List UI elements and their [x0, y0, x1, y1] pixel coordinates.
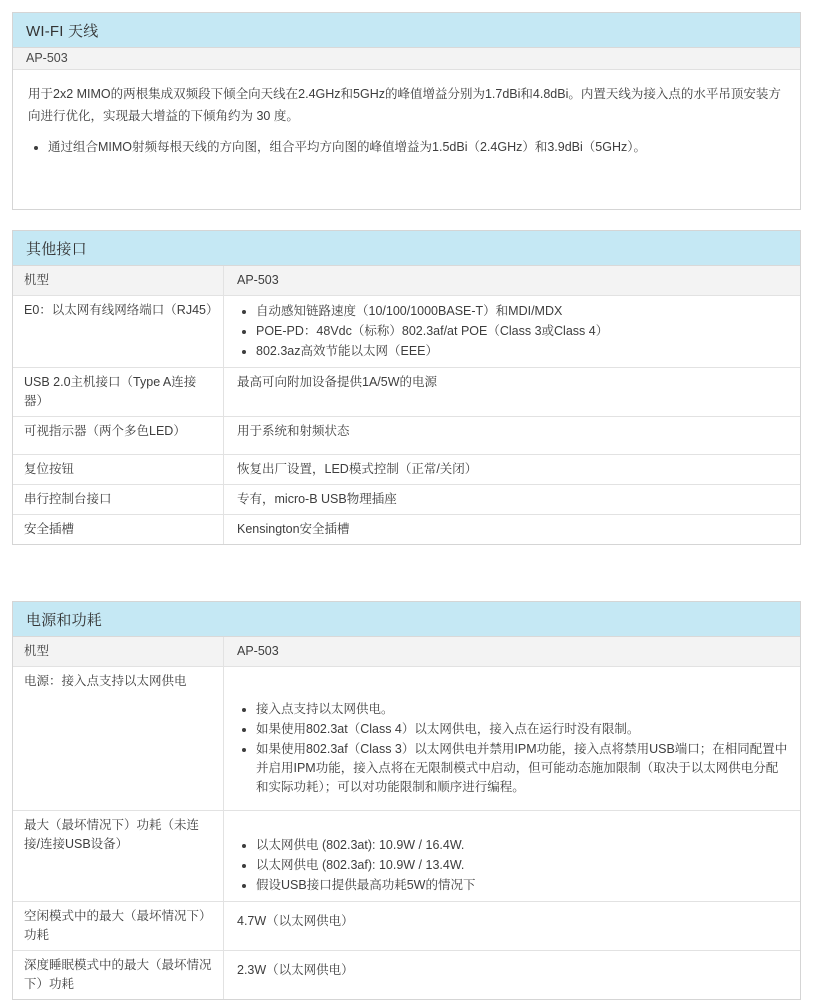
section-title: 电源和功耗	[26, 612, 103, 629]
section-header	[13, 231, 800, 266]
spec-label: 电源：接入点支持以太网供电	[13, 667, 224, 810]
bullet-list	[237, 302, 788, 361]
column-header-ap503: AP-503	[237, 644, 279, 658]
spec-label: 空闲模式中的最大（最坏情况下）功耗	[13, 902, 224, 950]
spec-label: USB 2.0主机接口（Type A连接器）	[13, 368, 224, 416]
column-header-ap503: AP-503	[237, 273, 279, 287]
spec-value: 用于系统和射频状态	[237, 424, 350, 438]
section-power-consumption	[12, 601, 801, 1000]
table-row	[13, 515, 800, 544]
model-row	[13, 48, 800, 70]
spec-label: 串行控制台接口	[13, 485, 224, 514]
wifi-body	[13, 70, 800, 209]
bullet-item: • 以太网供电 (802.3af): 10.9W / 13.4W.	[256, 856, 788, 875]
bullet-item: • 接入点支持以太网供电。	[256, 700, 788, 719]
spec-value: 恢复出厂设置，LED模式控制（正常/关闭）	[237, 462, 478, 476]
section-header	[13, 13, 800, 48]
spec-value: 4.7W（以太网供电）	[237, 914, 354, 928]
section-title: 其他接口	[26, 241, 87, 258]
bullet-list	[237, 700, 788, 797]
spec-value: 专有，micro-B USB物理插座	[237, 492, 397, 506]
spec-label: 深度睡眠模式中的最大（最坏情况下）功耗	[13, 951, 224, 999]
bullet-item: • 以太网供电 (802.3at): 10.9W / 16.4W.	[256, 836, 788, 855]
bullet-list	[28, 136, 785, 158]
table-row	[13, 485, 800, 515]
table-row	[13, 368, 800, 417]
section-wifi-antenna	[12, 12, 801, 210]
table-row	[13, 417, 800, 455]
bullet-item: • 如果使用802.3af（Class 3）以太网供电并禁用IPM功能，接入点将禁用USB端口；在相同配置中并启用IPM功能，接入点将在无限制模式中启动，但可能动态施加限制（取决于以太网供电分配和实际功耗）；可以对功能限制和顺序进行编程。	[256, 740, 788, 797]
table-row	[13, 296, 800, 368]
bullet-item: • POE-PD：48Vdc（标称）802.3af/at POE（Class 3或Class 4）	[256, 322, 788, 341]
section-header	[13, 602, 800, 637]
spec-value	[224, 296, 800, 367]
bullet-item: • 假设USB接口提供最高功耗5W的情况下	[256, 876, 788, 895]
spec-label: 可视指示器（两个多色LED）	[13, 417, 224, 454]
table-header-row	[13, 637, 800, 667]
spec-label: 复位按钮	[13, 455, 224, 484]
table-row	[13, 902, 800, 951]
column-header-model: 机型	[13, 637, 224, 666]
spec-label: 最大（最坏情况下）功耗（未连接/连接USB设备）	[13, 811, 224, 901]
table-row	[13, 455, 800, 485]
table-header-row	[13, 266, 800, 296]
spec-value: 最高可向附加设备提供1A/5W的电源	[237, 375, 438, 389]
table-row	[13, 811, 800, 902]
spec-value: Kensington安全插槽	[237, 522, 350, 536]
bullet-item: • 802.3az高效节能以太网（EEE）	[256, 342, 788, 361]
table-row	[13, 951, 800, 999]
column-header-model: 机型	[13, 266, 224, 295]
spec-label: 安全插槽	[13, 515, 224, 544]
table-row	[13, 667, 800, 811]
bullet-item: • 通过组合MIMO射频每根天线的方向图，组合平均方向图的峰值增益为1.5dBi（2.4GHz）和3.9dBi（5GHz）。	[48, 136, 785, 158]
spec-value	[224, 667, 800, 810]
spec-value	[224, 811, 800, 901]
bullet-item: • 自动感知链路速度（10/100/1000BASE-T）和MDI/MDX	[256, 302, 788, 321]
bullet-item: • 如果使用802.3at（Class 4）以太网供电，接入点在运行时没有限制。	[256, 720, 788, 739]
spec-value: 2.3W（以太网供电）	[237, 963, 354, 977]
section-title: WI-FI 天线	[26, 23, 99, 40]
spec-label: E0：以太网有线网络端口（RJ45）	[13, 296, 224, 367]
wifi-paragraph: 用于2x2 MIMO的两根集成双频段下倾全向天线在2.4GHz和5GHz的峰值增益分别为1.7dBi和4.8dBi。内置天线为接入点的水平吊顶安装方向进行优化，实现最大增益的下倾角约为 30 度。	[28, 87, 781, 123]
section-other-interfaces	[12, 230, 801, 545]
bullet-list	[237, 836, 788, 895]
model-label: AP-503	[26, 51, 68, 65]
